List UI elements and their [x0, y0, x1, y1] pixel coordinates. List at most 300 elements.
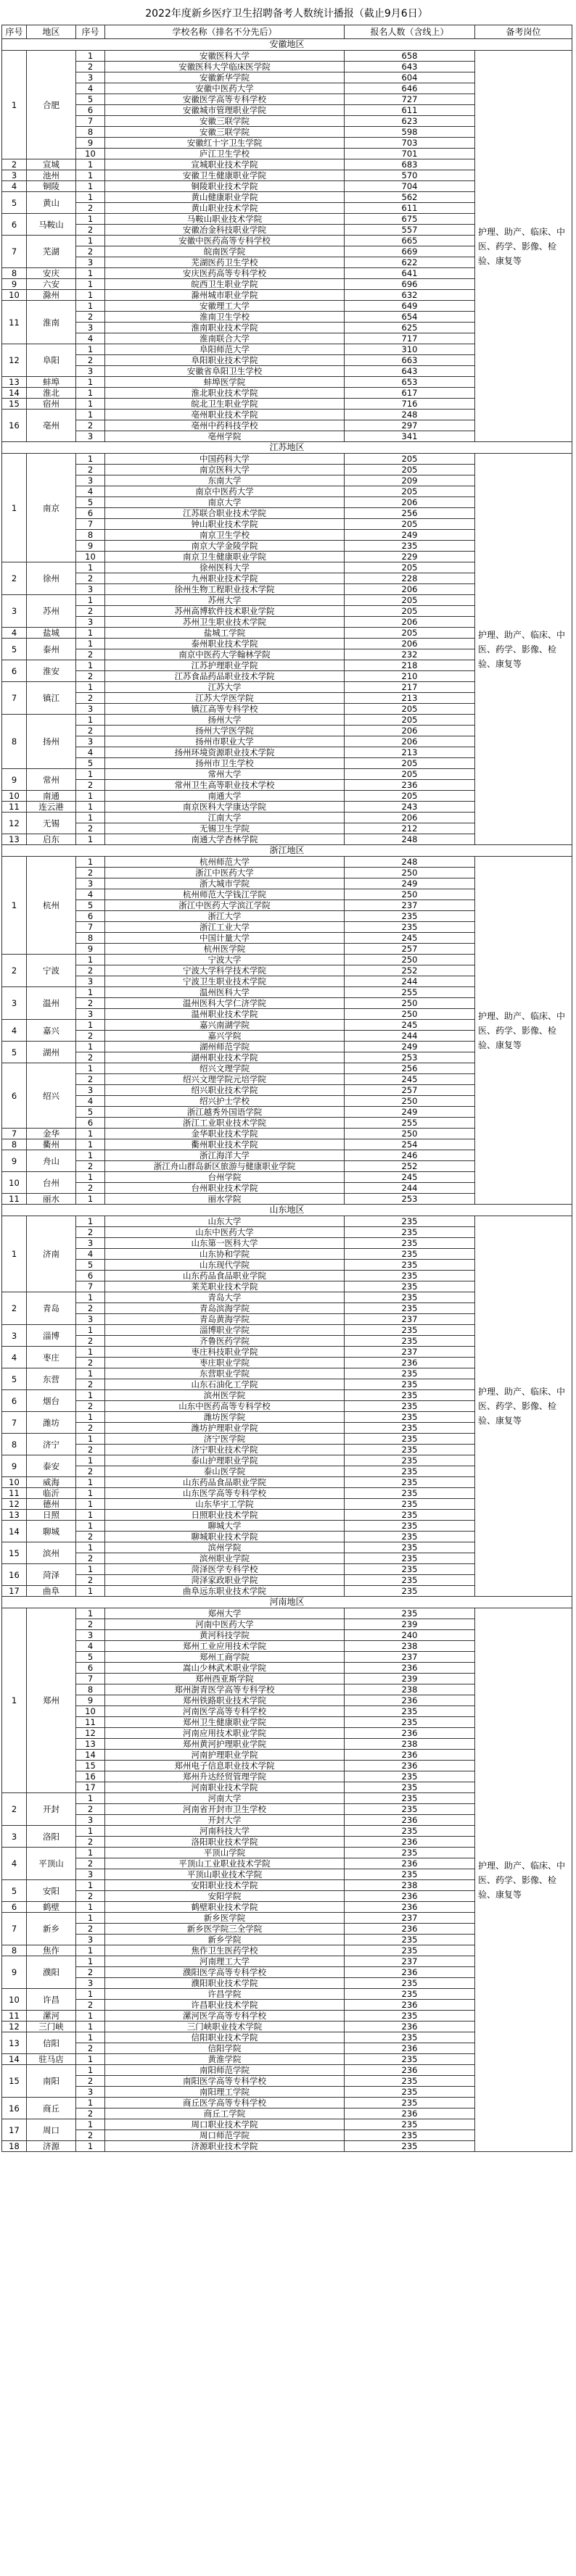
school-name: 阜阳师范大学	[105, 344, 345, 355]
header-position: 备考岗位	[475, 25, 572, 39]
school-seq: 1	[76, 1793, 105, 1804]
school-name: 潍坊护理职业学院	[105, 1423, 345, 1434]
enrollment-count: 235	[345, 1249, 475, 1260]
school-name: 南通大学杏林学院	[105, 834, 345, 845]
enrollment-count: 245	[345, 933, 475, 944]
enrollment-count: 239	[345, 1619, 475, 1630]
school-name: 滨州医学院	[105, 1390, 345, 1401]
city-name: 温州	[27, 987, 76, 1020]
school-name: 泰山医学院	[105, 1466, 345, 1477]
enrollment-count: 237	[345, 1956, 475, 1967]
school-name: 河南大学	[105, 1793, 345, 1804]
school-name: 平顶山学院	[105, 1848, 345, 1858]
school-name: 安徽理工大学	[105, 301, 345, 312]
school-seq: 3	[76, 2087, 105, 2098]
school-seq: 1	[76, 1139, 105, 1150]
enrollment-count: 205	[345, 595, 475, 606]
city-seq: 6	[2, 660, 27, 682]
enrollment-count: 235	[345, 922, 475, 933]
school-seq: 3	[76, 736, 105, 747]
city-seq: 11	[2, 301, 27, 344]
school-seq: 2	[76, 2043, 105, 2054]
school-seq: 1	[76, 1880, 105, 1891]
school-seq: 1	[76, 1826, 105, 1837]
city-name: 濮阳	[27, 1956, 76, 1989]
school-seq: 2	[76, 2076, 105, 2087]
enrollment-count: 237	[345, 900, 475, 911]
enrollment-count: 206	[345, 497, 475, 508]
enrollment-count: 632	[345, 290, 475, 301]
enrollment-count: 253	[345, 1194, 475, 1205]
enrollment-count: 683	[345, 159, 475, 170]
school-name: 安徽冶金科技职业学院	[105, 225, 345, 236]
school-seq: 1	[76, 639, 105, 649]
school-seq: 2	[76, 1336, 105, 1347]
table-row	[2, 857, 572, 868]
enrollment-count: 235	[345, 1336, 475, 1347]
school-seq: 1	[76, 1956, 105, 1967]
school-seq: 2	[76, 649, 105, 660]
school-seq: 2	[76, 2108, 105, 2119]
stats-sheet	[1, 3, 572, 2152]
school-seq: 1	[76, 279, 105, 290]
school-name: 齐鲁医药学院	[105, 1336, 345, 1347]
enrollment-count: 236	[345, 1891, 475, 1902]
enrollment-count: 236	[345, 1663, 475, 1674]
school-seq: 1	[76, 628, 105, 639]
city-seq: 7	[2, 1913, 27, 1945]
school-name: 河南科技大学	[105, 1826, 345, 1837]
city-seq: 2	[2, 955, 27, 987]
school-name: 河南护理职业学院	[105, 1750, 345, 1761]
city-seq: 3	[2, 170, 27, 181]
sheet-title: 2022年度新乡医疗卫生招聘备考人数统计播报（截止9月6日）	[145, 8, 428, 20]
school-name: 菏泽家政职业学院	[105, 1575, 345, 1586]
enrollment-count: 235	[345, 1989, 475, 2000]
school-seq: 1	[76, 159, 105, 170]
enrollment-count: 210	[345, 671, 475, 682]
enrollment-count: 716	[345, 399, 475, 410]
city-seq: 2	[2, 1793, 27, 1826]
city-name: 淮北	[27, 388, 76, 399]
school-seq: 4	[76, 1249, 105, 1260]
school-name: 南阳医学高等专科学校	[105, 2076, 345, 2087]
enrollment-count: 250	[345, 955, 475, 965]
city-seq: 1	[2, 1608, 27, 1793]
enrollment-count: 256	[345, 508, 475, 519]
city-seq: 5	[2, 1880, 27, 1902]
city-seq: 5	[2, 1368, 27, 1390]
school-seq: 1	[76, 660, 105, 671]
enrollment-count: 248	[345, 410, 475, 420]
position-list: 护理、助产、临床、中医、药学、影像、检验、康复等	[475, 1216, 572, 1597]
city-name: 安阳	[27, 1880, 76, 1902]
school-seq: 1	[76, 1129, 105, 1139]
school-seq: 2	[76, 225, 105, 236]
school-name: 郑州电子信息职业技术学院	[105, 1761, 345, 1771]
city-name: 德州	[27, 1499, 76, 1510]
school-seq: 1	[76, 2141, 105, 2152]
school-seq: 1	[76, 301, 105, 312]
school-name: 九州职业技术学院	[105, 573, 345, 584]
city-name: 信阳	[27, 2032, 76, 2054]
city-name: 金华	[27, 1129, 76, 1139]
enrollment-count: 257	[345, 1085, 475, 1096]
enrollment-count: 617	[345, 388, 475, 399]
header-seq: 序号	[2, 25, 27, 39]
city-name: 淮南	[27, 301, 76, 344]
city-name: 滁州	[27, 290, 76, 301]
school-name: 郑州铁路职业技术学院	[105, 1695, 345, 1706]
city-name: 宿州	[27, 399, 76, 410]
school-seq: 1	[76, 1042, 105, 1052]
school-seq: 4	[76, 1096, 105, 1107]
school-seq: 5	[76, 497, 105, 508]
school-name: 安徽三联学院	[105, 116, 345, 127]
school-name: 温州医科大学仁济学院	[105, 998, 345, 1009]
school-name: 扬州大学	[105, 715, 345, 726]
enrollment-count: 235	[345, 2119, 475, 2130]
school-name: 台州职业技术学院	[105, 1183, 345, 1194]
school-seq: 1	[76, 1608, 105, 1619]
enrollment-count: 235	[345, 1412, 475, 1423]
enrollment-count: 237	[345, 1913, 475, 1924]
school-seq: 2	[76, 465, 105, 475]
enrollment-count: 663	[345, 355, 475, 366]
city-name: 枣庄	[27, 1347, 76, 1368]
school-name: 浙大城市学院	[105, 878, 345, 889]
region-row	[2, 1597, 572, 1608]
school-name: 丽水学院	[105, 1194, 345, 1205]
school-seq: 2	[76, 1532, 105, 1542]
enrollment-count: 641	[345, 268, 475, 279]
enrollment-count: 228	[345, 573, 475, 584]
region-name: 安徽地区	[2, 39, 572, 51]
enrollment-count: 205	[345, 704, 475, 715]
enrollment-count: 205	[345, 465, 475, 475]
school-name: 东营职业学院	[105, 1368, 345, 1379]
city-seq: 12	[2, 813, 27, 834]
school-seq: 7	[76, 116, 105, 127]
school-name: 安庆医药高等专科学校	[105, 268, 345, 279]
school-name: 亳州学院	[105, 431, 345, 442]
enrollment-count: 665	[345, 236, 475, 246]
school-seq: 5	[76, 1652, 105, 1663]
school-name: 山东药品食品职业学院	[105, 1271, 345, 1281]
school-name: 中国计量大学	[105, 933, 345, 944]
school-seq: 1	[76, 1989, 105, 2000]
city-seq: 7	[2, 236, 27, 268]
school-name: 江苏大学	[105, 682, 345, 693]
school-name: 河南应用技术职业学院	[105, 1728, 345, 1739]
position-list: 护理、助产、临床、中医、药学、影像、检验、康复等	[475, 454, 572, 845]
school-name: 嵩山少林武术职业学院	[105, 1663, 345, 1674]
school-name: 江苏食品药品职业技术学院	[105, 671, 345, 682]
enrollment-count: 213	[345, 693, 475, 704]
enrollment-count: 310	[345, 344, 475, 355]
enrollment-count: 235	[345, 1423, 475, 1434]
enrollment-count: 235	[345, 1238, 475, 1249]
school-name: 阜阳职业技术学院	[105, 355, 345, 366]
region-row	[2, 1205, 572, 1216]
city-name: 连云港	[27, 802, 76, 813]
city-name: 绍兴	[27, 1063, 76, 1129]
school-name: 亳州中药科技学校	[105, 420, 345, 431]
school-name: 新乡学院	[105, 1935, 345, 1945]
enrollment-count: 236	[345, 1815, 475, 1826]
enrollment-count: 727	[345, 94, 475, 105]
city-seq: 1	[2, 454, 27, 562]
city-name: 东营	[27, 1368, 76, 1390]
school-name: 洛阳职业技术学院	[105, 1837, 345, 1848]
school-seq: 1	[76, 410, 105, 420]
enrollment-count: 205	[345, 454, 475, 465]
school-seq: 3	[76, 1009, 105, 1020]
city-seq: 10	[2, 290, 27, 301]
city-seq: 3	[2, 987, 27, 1020]
school-seq: 2	[76, 1553, 105, 1564]
city-seq: 3	[2, 595, 27, 628]
enrollment-count: 218	[345, 660, 475, 671]
school-name: 安徽三联学院	[105, 127, 345, 138]
school-name: 济源职业技术学院	[105, 2141, 345, 2152]
city-name: 商丘	[27, 2098, 76, 2119]
school-seq: 13	[76, 1739, 105, 1750]
stats-table	[1, 25, 572, 2152]
city-name: 开封	[27, 1793, 76, 1826]
school-seq: 7	[76, 519, 105, 530]
city-name: 新乡	[27, 1913, 76, 1945]
school-name: 盐城工学院	[105, 628, 345, 639]
enrollment-count: 235	[345, 1782, 475, 1793]
school-seq: 1	[76, 192, 105, 203]
enrollment-count: 238	[345, 1641, 475, 1652]
school-seq: 1	[76, 1216, 105, 1227]
city-seq: 8	[2, 1139, 27, 1150]
city-name: 洛阳	[27, 1826, 76, 1848]
city-name: 亳州	[27, 410, 76, 442]
city-name: 宣城	[27, 159, 76, 170]
school-name: 宁波大学	[105, 955, 345, 965]
school-name: 马鞍山职业技术学院	[105, 214, 345, 225]
enrollment-count: 236	[345, 2108, 475, 2119]
school-name: 安徽新华学院	[105, 72, 345, 83]
school-seq: 1	[76, 1020, 105, 1031]
school-name: 济宁职业技术学院	[105, 1445, 345, 1455]
city-name: 漯河	[27, 2011, 76, 2022]
school-name: 无锡卫生学院	[105, 823, 345, 834]
city-seq: 12	[2, 344, 27, 377]
school-seq: 1	[76, 1488, 105, 1499]
enrollment-count: 235	[345, 1401, 475, 1412]
school-seq: 1	[76, 1434, 105, 1445]
school-seq: 3	[76, 976, 105, 987]
city-seq: 10	[2, 1989, 27, 2011]
school-seq: 1	[76, 682, 105, 693]
school-seq: 5	[76, 758, 105, 769]
enrollment-count: 255	[345, 1118, 475, 1129]
enrollment-count: 206	[345, 617, 475, 628]
school-name: 黄河科技学院	[105, 1630, 345, 1641]
position-list: 护理、助产、临床、中医、药学、影像、检验、康复等	[475, 1608, 572, 2152]
school-seq: 1	[76, 290, 105, 301]
school-name: 鹤壁职业技术学院	[105, 1902, 345, 1913]
city-seq: 5	[2, 1042, 27, 1063]
school-seq: 1	[76, 236, 105, 246]
region-name: 浙江地区	[2, 845, 572, 857]
city-seq: 11	[2, 1488, 27, 1499]
school-seq: 1	[76, 955, 105, 965]
school-name: 亳州职业技术学院	[105, 410, 345, 420]
school-name: 济宁医学院	[105, 1434, 345, 1445]
school-seq: 4	[76, 333, 105, 344]
enrollment-count: 653	[345, 377, 475, 388]
enrollment-count: 557	[345, 225, 475, 236]
school-name: 青岛黄海学院	[105, 1314, 345, 1325]
city-seq: 6	[2, 1902, 27, 1913]
school-name: 平顶山工业职业技术学院	[105, 1858, 345, 1869]
school-name: 镇江高等专科学校	[105, 704, 345, 715]
school-seq: 9	[76, 944, 105, 955]
school-name: 郑州升达经贸管理学院	[105, 1771, 345, 1782]
city-name: 舟山	[27, 1150, 76, 1172]
school-name: 绍兴护士学校	[105, 1096, 345, 1107]
city-name: 青岛	[27, 1292, 76, 1325]
school-name: 商丘工学院	[105, 2108, 345, 2119]
enrollment-count: 235	[345, 2054, 475, 2065]
school-seq: 2	[76, 2000, 105, 2011]
school-name: 扬州市职业大学	[105, 736, 345, 747]
city-name: 池州	[27, 170, 76, 181]
school-seq: 3	[76, 72, 105, 83]
school-seq: 3	[76, 475, 105, 486]
city-seq: 7	[2, 1412, 27, 1434]
enrollment-count: 654	[345, 312, 475, 323]
city-seq: 5	[2, 639, 27, 660]
enrollment-count: 235	[345, 1706, 475, 1717]
school-seq: 2	[76, 420, 105, 431]
school-name: 山东石油化工学院	[105, 1379, 345, 1390]
school-seq: 1	[76, 1510, 105, 1521]
city-name: 盐城	[27, 628, 76, 639]
city-name: 威海	[27, 1477, 76, 1488]
city-name: 济源	[27, 2141, 76, 2152]
school-name: 山东华宇工学院	[105, 1499, 345, 1510]
school-name: 南京卫生健康职业学院	[105, 552, 345, 562]
school-seq: 2	[76, 726, 105, 736]
city-name: 铜陵	[27, 181, 76, 192]
school-name: 江苏护理职业学院	[105, 660, 345, 671]
enrollment-count: 235	[345, 2130, 475, 2141]
school-seq: 1	[76, 1521, 105, 1532]
enrollment-count: 297	[345, 420, 475, 431]
school-seq: 4	[76, 486, 105, 497]
city-seq: 9	[2, 1150, 27, 1172]
city-seq: 15	[2, 2065, 27, 2098]
enrollment-count: 236	[345, 1924, 475, 1935]
school-name: 徐州生物工程职业技术学院	[105, 584, 345, 595]
school-seq: 15	[76, 1761, 105, 1771]
school-seq: 1	[76, 51, 105, 62]
enrollment-count: 253	[345, 1052, 475, 1063]
school-name: 台州学院	[105, 1172, 345, 1183]
school-name: 河南医学高等专科学校	[105, 1706, 345, 1717]
school-name: 安徽医科大学	[105, 51, 345, 62]
enrollment-count: 235	[345, 1227, 475, 1238]
enrollment-count: 598	[345, 127, 475, 138]
enrollment-count: 252	[345, 965, 475, 976]
school-name: 郑州西亚斯学院	[105, 1674, 345, 1684]
school-name: 郑州澍青医学高等专科学校	[105, 1684, 345, 1695]
school-seq: 2	[76, 1891, 105, 1902]
city-name: 淄博	[27, 1325, 76, 1347]
enrollment-count: 236	[345, 1358, 475, 1368]
school-seq: 2	[76, 1379, 105, 1390]
school-name: 黄山职业技术学院	[105, 203, 345, 214]
school-seq: 8	[76, 127, 105, 138]
school-name: 泰山护理职业学院	[105, 1455, 345, 1466]
enrollment-count: 704	[345, 181, 475, 192]
enrollment-count: 235	[345, 1281, 475, 1292]
school-seq: 2	[76, 671, 105, 682]
enrollment-count: 235	[345, 1260, 475, 1271]
city-seq: 15	[2, 1542, 27, 1564]
school-seq: 2	[76, 1837, 105, 1848]
school-seq: 4	[76, 1641, 105, 1652]
enrollment-count: 669	[345, 246, 475, 257]
enrollment-count: 249	[345, 1107, 475, 1118]
enrollment-count: 341	[345, 431, 475, 442]
enrollment-count: 250	[345, 1129, 475, 1139]
city-name: 湖州	[27, 1042, 76, 1063]
school-name: 滁州城市职业学院	[105, 290, 345, 301]
enrollment-count: 235	[345, 1532, 475, 1542]
city-seq: 6	[2, 214, 27, 236]
school-name: 山东中医药高等专科学校	[105, 1401, 345, 1412]
school-name: 江苏联合职业技术学院	[105, 508, 345, 519]
school-name: 河南省开封市卫生学校	[105, 1804, 345, 1815]
enrollment-count: 235	[345, 1292, 475, 1303]
school-name: 钟山职业技术学院	[105, 519, 345, 530]
school-name: 平顶山职业技术学院	[105, 1869, 345, 1880]
enrollment-count: 622	[345, 257, 475, 268]
school-seq: 1	[76, 1172, 105, 1183]
city-name: 嘉兴	[27, 1020, 76, 1042]
enrollment-count: 206	[345, 813, 475, 823]
school-seq: 3	[76, 878, 105, 889]
school-seq: 3	[76, 1869, 105, 1880]
city-seq: 7	[2, 1129, 27, 1139]
enrollment-count: 236	[345, 1858, 475, 1869]
city-name: 济宁	[27, 1434, 76, 1455]
enrollment-count: 235	[345, 1608, 475, 1619]
school-name: 扬州环境资源职业技术学院	[105, 747, 345, 758]
school-name: 泰州职业技术学院	[105, 639, 345, 649]
region-row	[2, 39, 572, 51]
school-seq: 5	[76, 94, 105, 105]
school-name: 绍兴文理学院	[105, 1063, 345, 1074]
enrollment-count: 717	[345, 333, 475, 344]
city-name: 蚌埠	[27, 377, 76, 388]
school-seq: 3	[76, 323, 105, 333]
school-seq: 1	[76, 1455, 105, 1466]
enrollment-count: 235	[345, 1978, 475, 1989]
enrollment-count: 254	[345, 1139, 475, 1150]
school-seq: 1	[76, 857, 105, 868]
enrollment-count: 245	[345, 1020, 475, 1031]
school-name: 南京中医药大学翰林学院	[105, 649, 345, 660]
school-name: 宣城职业技术学院	[105, 159, 345, 170]
